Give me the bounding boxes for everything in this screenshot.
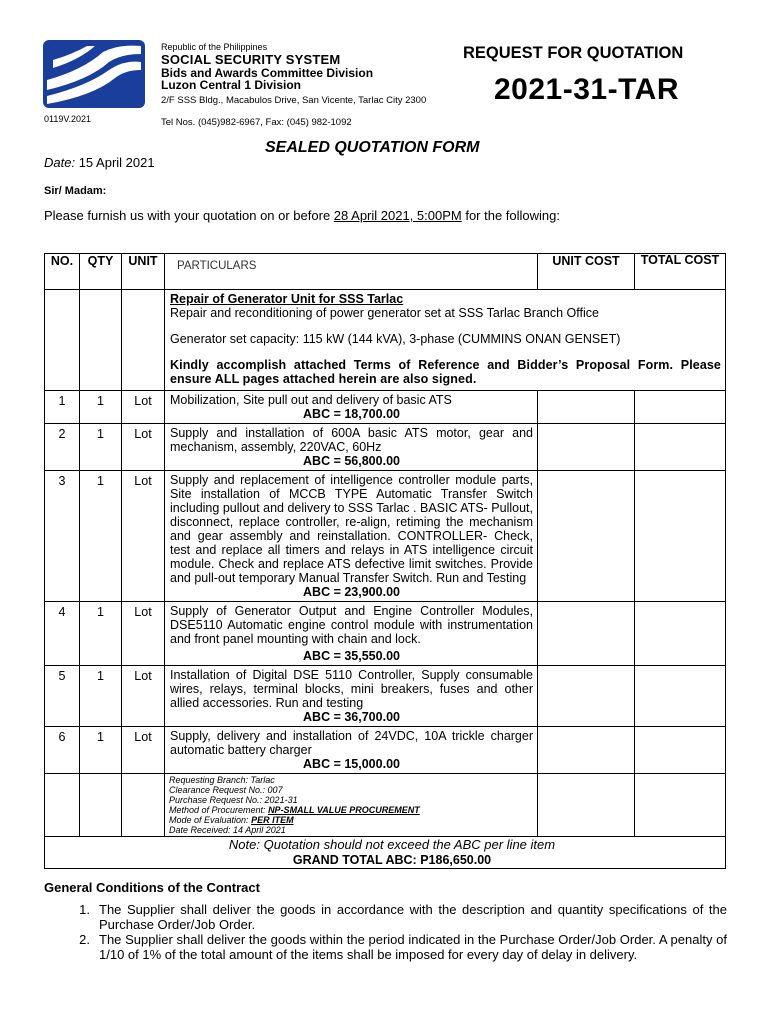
conditions-title: General Conditions of the Contract [44, 880, 260, 895]
item-qty: 1 [80, 391, 122, 424]
project-title: Repair of Generator Unit for SSS Tarlac [170, 292, 404, 306]
republic-line: Republic of the Philippines [161, 42, 268, 52]
header-qty: QTY [80, 254, 122, 290]
bac-division: Bids and Awards Committee Division [161, 66, 374, 80]
table-row [45, 471, 726, 602]
item-desc: Supply and installation of 600A basic ATS motor, gear and mechanism, assembly, 220VAC, 60Hz [170, 426, 533, 454]
item-total-cost[interactable] [635, 471, 726, 602]
project-desc: Repair and reconditioning of power generator set at SSS Tarlac Branch Office [170, 306, 599, 320]
meta-received: Date Received: 14 April 2021 [169, 825, 286, 836]
table-row [45, 424, 726, 471]
condition-number: 2. [79, 931, 90, 947]
item-no: 1 [45, 391, 80, 424]
meta-clearance: Clearance Request No.: 007 [169, 785, 283, 796]
item-qty: 1 [80, 424, 122, 471]
item-unit: Lot [122, 666, 165, 727]
meta-eval-value: PER ITEM [251, 815, 294, 826]
item-unit: Lot [122, 424, 165, 471]
item-desc: Installation of Digital DSE 5110 Controller, Supply consumable wires, relays, terminal blocks, mini breakers, fuses and other allied accessories. Run and testing [170, 668, 533, 710]
meta-branch: Requesting Branch: Tarlac [169, 775, 275, 785]
header-particulars: PARTICULARS [165, 254, 538, 290]
item-unit-cost[interactable] [538, 602, 635, 666]
meta-method-label: Method of Procurement: [169, 805, 269, 816]
item-no: 6 [45, 727, 80, 774]
org-name: SOCIAL SECURITY SYSTEM [161, 52, 341, 67]
project-capacity: Generator set capacity: 115 kW (144 kVA), 3-phase (CUMMINS ONAN GENSET) [170, 332, 621, 346]
meta-method-value: NP-SMALL VALUE PROCUREMENT [268, 805, 420, 816]
item-unit-cost[interactable] [538, 666, 635, 727]
date-label: Date: [44, 155, 76, 170]
intro-text [44, 208, 560, 223]
item-no: 4 [45, 602, 80, 666]
item-total-cost[interactable] [635, 666, 726, 727]
intro-after: for the following: [461, 208, 560, 223]
item-desc: Mobilization, Site pull out and delivery of basic ATS [170, 393, 452, 407]
org-address: 2/F SSS Bldg., Macabulos Drive, San Vicente, Tarlac City 2300 [161, 95, 427, 106]
reference-number: 2021-31-TAR [494, 73, 680, 106]
table-row [45, 602, 726, 666]
conditions-list [44, 903, 727, 963]
meta-pr: Purchase Request No.: 2021-31 [169, 795, 298, 806]
item-total-cost[interactable] [635, 602, 726, 666]
item-abc: ABC = 18,700.00 [303, 407, 400, 421]
header-unit-cost: UNIT COST [538, 254, 635, 290]
abc-note: Note: Quotation should not exceed the ABC per line item [228, 837, 556, 853]
item-abc: ABC = 35,550.00 [303, 649, 400, 663]
total-row [45, 837, 726, 868]
header-unit: UNIT [122, 254, 165, 290]
salutation: Sir/ Madam: [44, 185, 107, 197]
meta-row [45, 774, 726, 837]
condition-number: 1. [79, 902, 90, 917]
quotation-table [44, 253, 726, 869]
date-value: 15 April 2021 [78, 155, 155, 170]
org-contact: Tel Nos. (045)982-6967, Fax: (045) 982-1092 [161, 116, 352, 128]
doc-type: REQUEST FOR QUOTATION [463, 44, 684, 62]
item-unit-cost[interactable] [538, 424, 635, 471]
item-desc: Supply of Generator Output and Engine Controller Modules, DSE5110 Automatic engine control module with instrumentation and front panel mounting with chain and lock. [170, 604, 533, 646]
form-title: SEALED QUOTATION FORM [265, 139, 480, 156]
item-abc: ABC = 36,700.00 [303, 710, 400, 724]
item-qty: 1 [80, 471, 122, 602]
list-item [44, 903, 727, 933]
header-total-cost: TOTAL COST [635, 254, 726, 290]
table-row [45, 666, 726, 727]
item-qty: 1 [80, 602, 122, 666]
header-no: NO. [45, 254, 80, 290]
item-unit: Lot [122, 727, 165, 774]
item-abc: ABC = 15,000.00 [303, 757, 400, 771]
division-name: Luzon Central 1 Division [161, 78, 302, 92]
item-no: 2 [45, 424, 80, 471]
table-header [45, 254, 726, 290]
item-qty: 1 [80, 727, 122, 774]
item-unit: Lot [122, 471, 165, 602]
item-unit-cost[interactable] [538, 727, 635, 774]
grand-total: GRAND TOTAL ABC: P186,650.00 [292, 853, 492, 868]
item-desc: Supply and replacement of intelligence controller module parts, Site installation of MCCB TYPE Automatic Transfer Switch including pullout and delivery to SSS Tarlac . BASIC ATS- Pullout, disconnect, replace controller, re-align, retiming the mechanism and gear assembly and reinstallation. CONTROLLER- Check, test and replace all timers and relays in ATS intelligence circuit module. Check and replace ATS defective limit switches. Provide and pull-out temporary Manual Transfer Switch. Run and Testing [170, 473, 533, 585]
item-no: 5 [45, 666, 80, 727]
deadline: 28 April 2021, 5:00PM [333, 208, 462, 223]
table-row [45, 727, 726, 774]
item-no: 3 [45, 471, 80, 602]
condition-text: The Supplier shall deliver the goods within the period indicated in the Purchase Order/Job Order. A penalty of 1/10 of 1% of the total amount of the items shall be imposed for every day of delay in delivery. [99, 931, 727, 962]
meta-eval [169, 815, 533, 825]
item-unit-cost[interactable] [538, 471, 635, 602]
meta-method [169, 805, 533, 815]
list-item [44, 933, 727, 963]
form-code: 0119V.2021 [44, 114, 92, 124]
project-row [45, 290, 726, 391]
item-qty: 1 [80, 666, 122, 727]
item-unit: Lot [122, 391, 165, 424]
item-unit-cost[interactable] [538, 391, 635, 424]
item-total-cost[interactable] [635, 727, 726, 774]
sss-logo-icon [43, 40, 145, 108]
item-total-cost[interactable] [635, 391, 726, 424]
table-row [45, 391, 726, 424]
condition-text: The Supplier shall deliver the goods in accordance with the description and quantity specifications of the Purchase Order/Job Order. [99, 902, 727, 932]
item-desc: Supply, delivery and installation of 24VDC, 10A trickle charger automatic battery charger [170, 729, 533, 757]
intro-before: Please furnish us with your quotation on or before [44, 208, 334, 223]
item-total-cost[interactable] [635, 424, 726, 471]
meta-eval-label: Mode of Evaluation: [169, 815, 252, 826]
item-unit: Lot [122, 602, 165, 666]
project-instruction: Kindly accomplish attached Terms of Reference and Bidder’s Proposal Form. Please ensure ALL pages attached herein are also signed. [170, 358, 721, 386]
item-abc: ABC = 56,800.00 [303, 454, 400, 468]
date-line [44, 155, 155, 170]
org-header [161, 43, 426, 127]
item-abc: ABC = 23,900.00 [303, 585, 400, 599]
